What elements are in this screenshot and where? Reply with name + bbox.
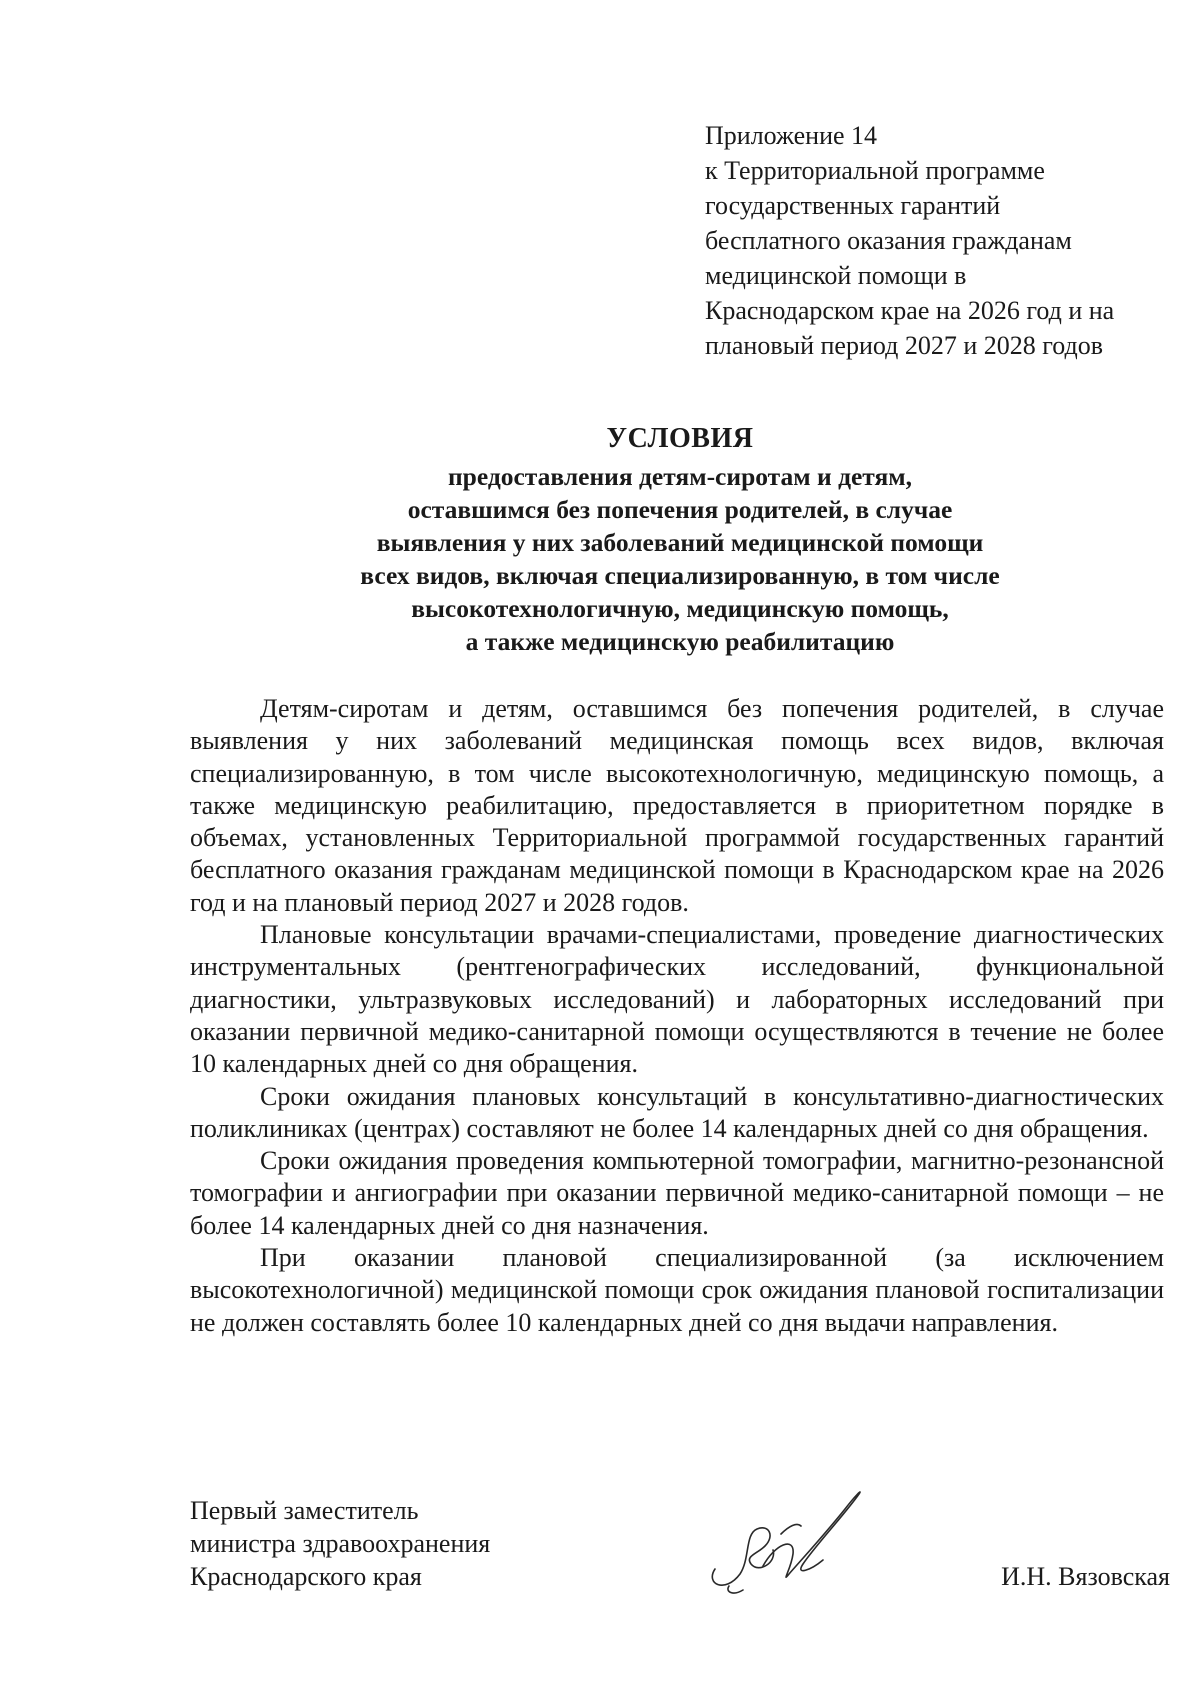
signatory-name: И.Н. Вязовская [1001,1562,1170,1591]
appendix-line: медицинской помощи в [705,261,967,290]
body-paragraph: При оказании плановой специализированной (за исключением высокотехнологичной) медицинской помощи срок ожидания плановой госпитализации не должен составлять более 10 календарных дней со дня выдачи направления. [190,1243,1164,1337]
signatory-position [190,1494,490,1593]
appendix-header [705,118,1175,363]
document-title [190,422,1170,658]
title-line: оставшимся без попечения родителей, в случае [407,495,953,524]
signatory-position-line: Первый заместитель [190,1496,419,1525]
appendix-line: бесплатного оказания гражданам [705,226,1072,255]
title-line: выявления у них заболеваний медицинской помощи [376,528,984,557]
document-body [190,693,1164,1339]
title-heading: УСЛОВИЯ [606,423,754,454]
body-paragraph: Сроки ожидания проведения компьютерной томографии, магнитно-резонансной томографии и ангиографии при оказании первичной медико-санитарной помощи – не более 14 календарных дней со дня назначения. [190,1146,1164,1240]
signatory-position-line: министра здравоохранения [190,1529,491,1558]
signature-block [190,1494,1170,1614]
body-paragraph: Сроки ожидания плановых консультаций в консультативно-диагностических поликлиниках (центрах) составляют не более 14 календарных дней со дня обращения. [190,1081,1164,1143]
title-line: всех видов, включая специализированную, в том числе [360,561,1000,590]
signatory-position-line: Краснодарского края [190,1562,422,1591]
appendix-line: плановый период 2027 и 2028 годов [705,331,1104,360]
body-paragraph: Детям-сиротам и детям, оставшимся без попечения родителей, в случае выявления у них заболеваний медицинская помощь всех видов, включая специализированную, в том числе высокотехнологичную, медицинскую помощь, а также медицинскую реабилитацию, предоставляется в приоритетном порядке в объемах, установленных Территориальной программой государственных гарантий бесплатного оказания гражданам медицинской помощи в Краснодарском крае на 2026 год и на плановый период 2027 и 2028 годов. [190,694,1164,917]
appendix-line: Краснодарском крае на 2026 год и на [705,296,1115,325]
title-line: предоставления детям-сиротам и детям, [447,462,913,491]
title-line: а также медицинскую реабилитацию [465,627,895,656]
appendix-line: Приложение 14 [705,121,878,150]
title-line: высокотехнологичную, медицинскую помощь, [411,594,949,623]
appendix-line: государственных гарантий [705,191,1001,220]
body-paragraph: Плановые консультации врачами-специалистами, проведение диагностических инструментальных (рентгенографических исследований, функциональной диагностики, ультразвуковых исследований) и лабораторных исследований при оказании первичной медико-санитарной помощи осуществляются в течение не более 10 календарных дней со дня обращения. [190,920,1164,1079]
appendix-line: к Территориальной программе [705,156,1045,185]
handwritten-signature [685,1474,885,1604]
